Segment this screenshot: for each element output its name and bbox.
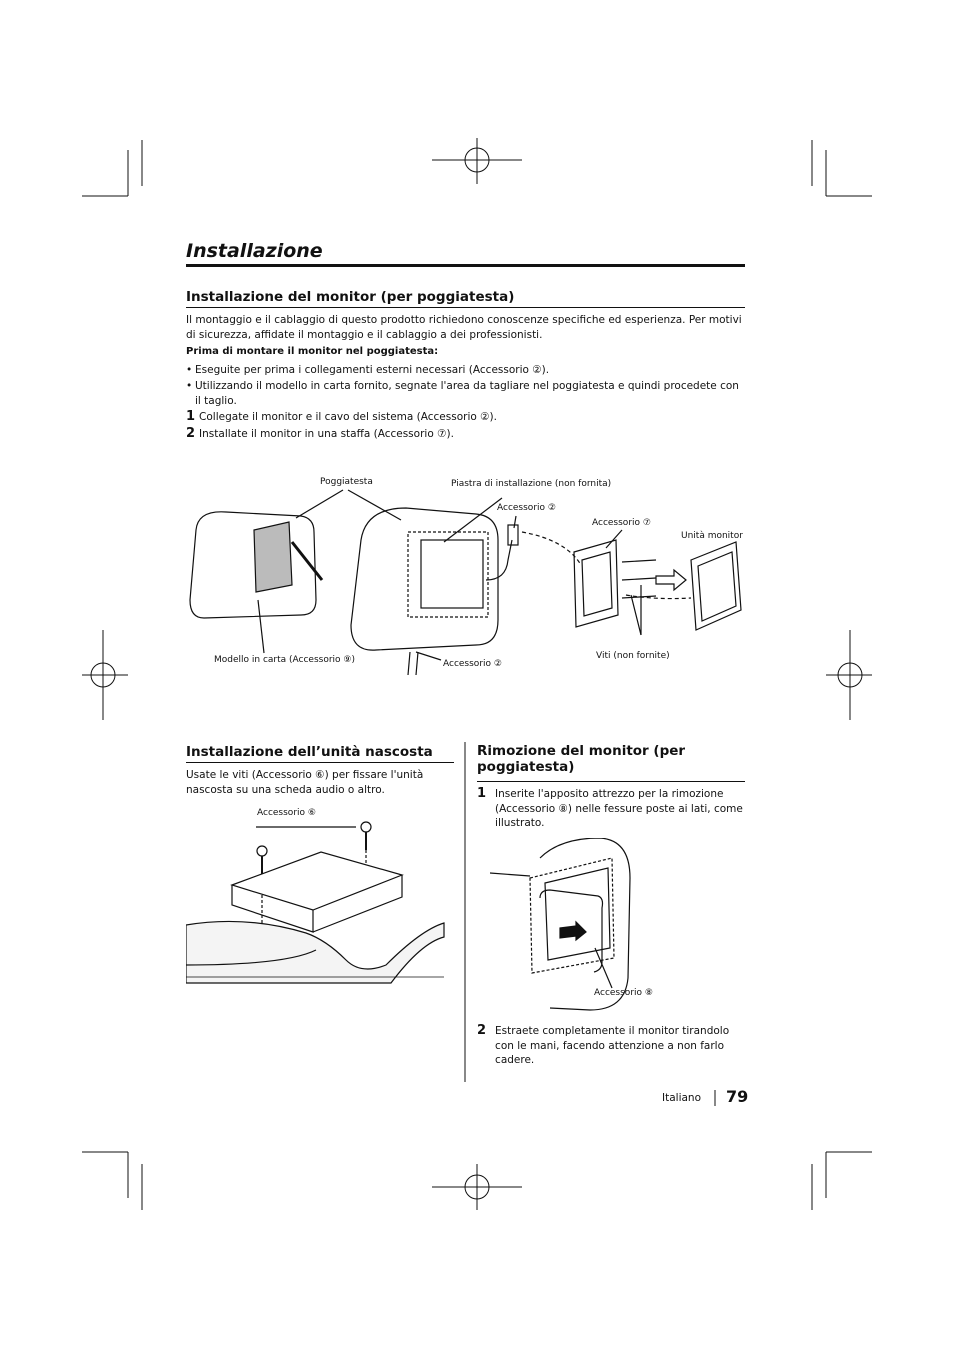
- footer-language: Italiano: [662, 1092, 701, 1104]
- label-accessorio-2-top: Accessorio ②: [497, 503, 556, 513]
- step-text: Estraete completamente il monitor tirandolo con le mani, facendo attenzione a non farlo cadere.: [495, 1025, 730, 1066]
- step-number: 2: [477, 1023, 487, 1038]
- page-number: 79: [726, 1087, 749, 1106]
- label-accessorio-2-bottom: Accessorio ②: [443, 659, 502, 669]
- label-unita-monitor: Unità monitor: [681, 531, 743, 541]
- title-rule: [186, 264, 745, 267]
- section1-body: [186, 313, 742, 441]
- section3-step1: [477, 787, 745, 831]
- monitor-removal-illustration: [490, 838, 635, 1013]
- label-accessorio-6: Accessorio ⑥: [257, 808, 316, 818]
- step-item: [477, 787, 745, 831]
- step-text: Inserite l'apposito attrezzo per la rimozione (Accessorio ⑧) nelle fessure poste ai lati, come illustrato.: [495, 788, 743, 829]
- list-item: • Eseguite per prima i collegamenti esterni necessari (Accessorio ②).: [186, 363, 742, 378]
- label-accessorio-7: Accessorio ⑦: [592, 518, 651, 528]
- step-number: 2: [186, 425, 196, 441]
- heading-line: poggiatesta): [477, 759, 575, 775]
- step-item: [186, 427, 742, 442]
- page-title: Installazione: [186, 240, 323, 262]
- section-rule: [186, 307, 745, 308]
- section3-step2: [477, 1024, 745, 1068]
- label-viti: Viti (non fornite): [596, 651, 670, 661]
- step-text: Installate il monitor in una staffa (Accessorio ⑦).: [199, 427, 454, 440]
- step-number: 1: [186, 409, 196, 424]
- intro-text: Il montaggio e il cablaggio di questo prodotto richiedono conoscenze specifiche ed esperienza. Per motivi di sicurezza, affidate il montaggio e il cablaggio a dei professionisti.: [186, 314, 742, 341]
- section-heading-hidden-unit: Installazione dell’unità nascosta: [186, 744, 433, 760]
- headrest-installation-illustration: [186, 470, 756, 685]
- step-text: Collegate il monitor e il cavo del sistema (Accessorio ②).: [199, 411, 497, 423]
- section-heading-monitor: Installazione del monitor (per poggiatesta): [186, 289, 515, 305]
- label-modello: Modello in carta (Accessorio ⑨): [214, 655, 355, 665]
- section-rule: [186, 762, 454, 763]
- list-item: • Utilizzando il modello in carta fornito, segnate l'area da tagliare nel poggiatesta e quindi procedete con il taglio.: [186, 379, 742, 408]
- label-poggiatesta: Poggiatesta: [320, 477, 373, 487]
- section2-text: Usate le viti (Accessorio ⑥) per fissare l'unità nascosta su una scheda audio o altro.: [186, 769, 424, 796]
- section-rule: [477, 781, 745, 782]
- label-accessorio-8: Accessorio ⑧: [594, 988, 653, 998]
- heading-line: Rimozione del monitor (per: [477, 743, 686, 759]
- label-piastra: Piastra di installazione (non fornita): [451, 479, 612, 489]
- hidden-unit-illustration: [186, 815, 446, 985]
- step-number: 1: [477, 786, 487, 801]
- subheading: Prima di montare il monitor nel poggiatesta:: [186, 346, 439, 357]
- step-item: [477, 1024, 745, 1068]
- step-item: [186, 410, 742, 425]
- section-heading-removal: [477, 743, 685, 775]
